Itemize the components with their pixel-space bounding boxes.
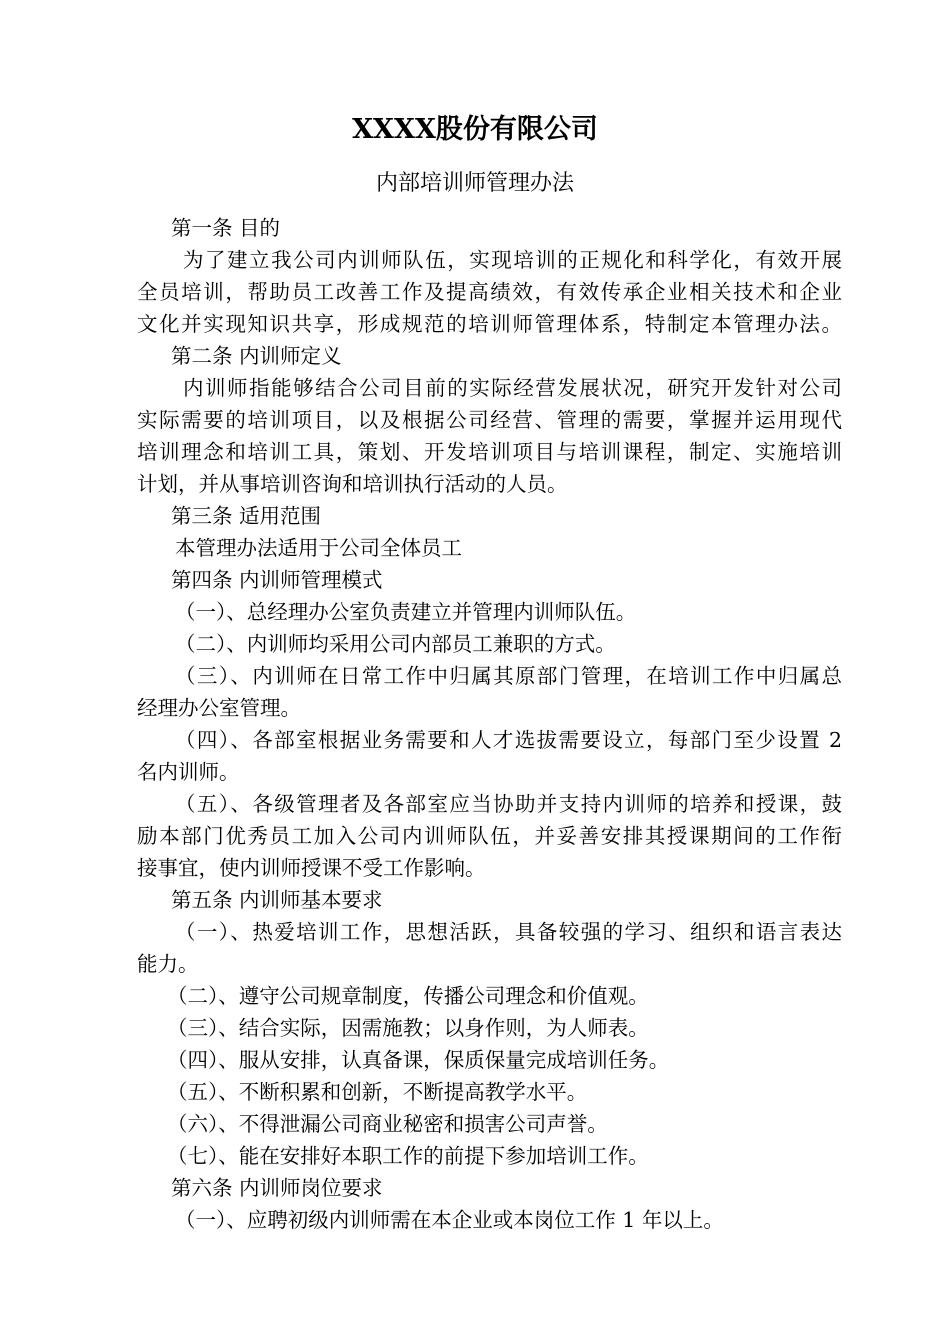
paragraph-line: 培训理念和培训工具，策划、开发培训项目与培训课程，制定、实施培训	[137, 440, 842, 464]
article-3-heading: 第三条 适用范围	[171, 504, 322, 528]
list-item: （一）、总经理办公室负责建立并管理内训师队伍。	[175, 600, 637, 624]
list-item: （三）、内训师在日常工作中归属其原部门管理，在培训工作中归属总	[175, 664, 842, 688]
article-2-heading: 第二条 内训师定义	[171, 344, 342, 368]
paragraph-line: 文化并实现知识共享，形成规范的培训师管理体系，特制定本管理办法。	[137, 312, 842, 336]
list-item: （五）、不断积累和创新，不断提高教学水平。	[167, 1080, 588, 1104]
list-item: （一）、应聘初级内训师需在本企业或本岗位工作 1 年以上。	[175, 1208, 724, 1232]
paragraph-line: 计划，并从事培训咨询和培训执行活动的人员。	[137, 472, 568, 496]
list-item-continuation: 接事宜，使内训师授课不受工作影响。	[137, 856, 486, 880]
list-item-continuation: 能力。	[137, 952, 199, 976]
paragraph-line: 为了建立我公司内训师队伍，实现培训的正规化和科学化，有效开展	[183, 248, 842, 272]
article-1-heading: 第一条 目的	[171, 216, 281, 240]
list-item: （三）、结合实际，因需施教；以身作则，为人师表。	[167, 1016, 649, 1040]
list-item: （五）、各级管理者及各部室应当协助并支持内训师的培养和授课，鼓	[175, 792, 842, 816]
paragraph-line: 全员培训，帮助员工改善工作及提高绩效，有效传承企业相关技术和企业	[137, 280, 842, 304]
company-title: XXXX股份有限公司	[352, 114, 598, 145]
document-subtitle: 内部培训师管理办法	[375, 171, 574, 196]
paragraph-line: 实际需要的培训项目，以及根据公司经营、管理的需要，掌握并运用现代	[137, 408, 842, 432]
list-item: （四）、各部室根据业务需要和人才选拔需要设立，每部门至少设置 2	[175, 728, 842, 752]
list-item: （二）、遵守公司规章制度，传播公司理念和价值观。	[167, 984, 649, 1008]
article-6-heading: 第六条 内训师岗位要求	[171, 1176, 383, 1200]
list-item: （一）、热爱培训工作，思想活跃，具备较强的学习、组织和语言表达	[175, 920, 842, 944]
list-item: （七）、能在安排好本职工作的前提下参加培训工作。	[167, 1144, 649, 1168]
list-item: （二）、内训师均采用公司内部员工兼职的方式。	[175, 632, 616, 656]
list-item: （四）、服从安排，认真备课，保质保量完成培训任务。	[167, 1048, 670, 1072]
list-item-continuation: 名内训师。	[137, 760, 240, 784]
paragraph-line: 内训师指能够结合公司目前的实际经营发展状况，研究开发针对公司	[183, 376, 842, 400]
paragraph-line: 本管理办法适用于公司全体员工	[175, 536, 462, 560]
list-item: （六）、不得泄漏公司商业秘密和损害公司声誉。	[167, 1112, 608, 1136]
list-item-continuation: 经理办公室管理。	[137, 696, 301, 720]
article-5-heading: 第五条 内训师基本要求	[171, 888, 383, 912]
list-item-continuation: 励本部门优秀员工加入公司内训师队伍，并妥善安排其授课期间的工作衔	[137, 824, 842, 848]
article-4-heading: 第四条 内训师管理模式	[171, 568, 383, 592]
